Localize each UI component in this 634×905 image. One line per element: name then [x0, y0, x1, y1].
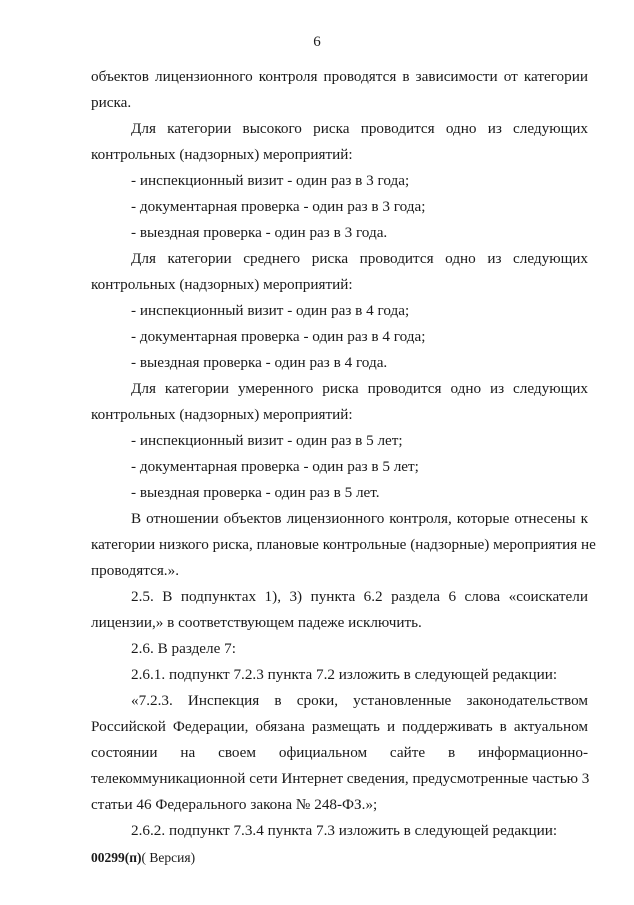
text-line: состоянии на своем официальном сайте в информационно-: [91, 744, 588, 761]
text-line: «7.2.3. Инспекция в сроки, установленные законодательством: [131, 692, 588, 709]
text-line: Для категории высокого риска проводится одно из следующих: [131, 120, 588, 137]
text-line: проводятся.».: [91, 562, 179, 579]
text-line: риска.: [91, 94, 132, 111]
text-line: 2.6. В разделе 7:: [131, 640, 236, 657]
text-line: - выездная проверка - один раз в 5 лет.: [131, 484, 380, 501]
text-line: Для категории среднего риска проводится одно из следующих: [131, 250, 588, 267]
text-line: телекоммуникационной сети Интернет сведения, предусмотренные частью 3: [91, 770, 590, 787]
text-line: контрольных (надзорных) мероприятий:: [91, 146, 353, 163]
text-line: статьи 46 Федерального закона № 248-ФЗ.»;: [91, 796, 378, 813]
text-line: - выездная проверка - один раз в 4 года.: [131, 354, 388, 371]
text-line: - инспекционный визит - один раз в 4 года;: [131, 302, 410, 319]
text-line: лицензии,» в соответствующем падеже исключить.: [91, 614, 422, 631]
text-line: - выездная проверка - один раз в 3 года.: [131, 224, 388, 241]
text-line: 2.6.1. подпункт 7.2.3 пункта 7.2 изложить в следующей редакции:: [131, 666, 558, 683]
text-line: 2.5. В подпунктах 1), 3) пункта 6.2 раздела 6 слова «соискатели: [131, 588, 588, 605]
text-line: Российской Федерации, обязана размещать и поддерживать в актуальном: [91, 718, 588, 735]
text-line: - документарная проверка - один раз в 5 лет;: [131, 458, 419, 475]
text-line: - инспекционный визит - один раз в 3 года;: [131, 172, 410, 189]
page-number: 6: [313, 34, 321, 50]
text-line: - документарная проверка - один раз в 3 года;: [131, 198, 426, 215]
text-line: 2.6.2. подпункт 7.3.4 пункта 7.3 изложить в следующей редакции:: [131, 822, 558, 839]
text-line: Для категории умеренного риска проводится одно из следующих: [131, 380, 588, 397]
text-line: - документарная проверка - один раз в 4 года;: [131, 328, 426, 345]
footer-label: ( Версия): [141, 850, 196, 865]
text-line: объектов лицензионного контроля проводятся в зависимости от категории: [91, 68, 588, 85]
text-line: - инспекционный визит - один раз в 5 лет;: [131, 432, 403, 449]
text-line: В отношении объектов лицензионного контроля, которые отнесены к: [131, 510, 588, 527]
text-line: контрольных (надзорных) мероприятий:: [91, 276, 353, 293]
text-line: контрольных (надзорных) мероприятий:: [91, 406, 353, 423]
document-footer: [91, 850, 195, 866]
footer-code: 00299(п): [91, 850, 142, 865]
text-line: категории низкого риска, плановые контрольные (надзорные) мероприятия не: [91, 536, 596, 553]
